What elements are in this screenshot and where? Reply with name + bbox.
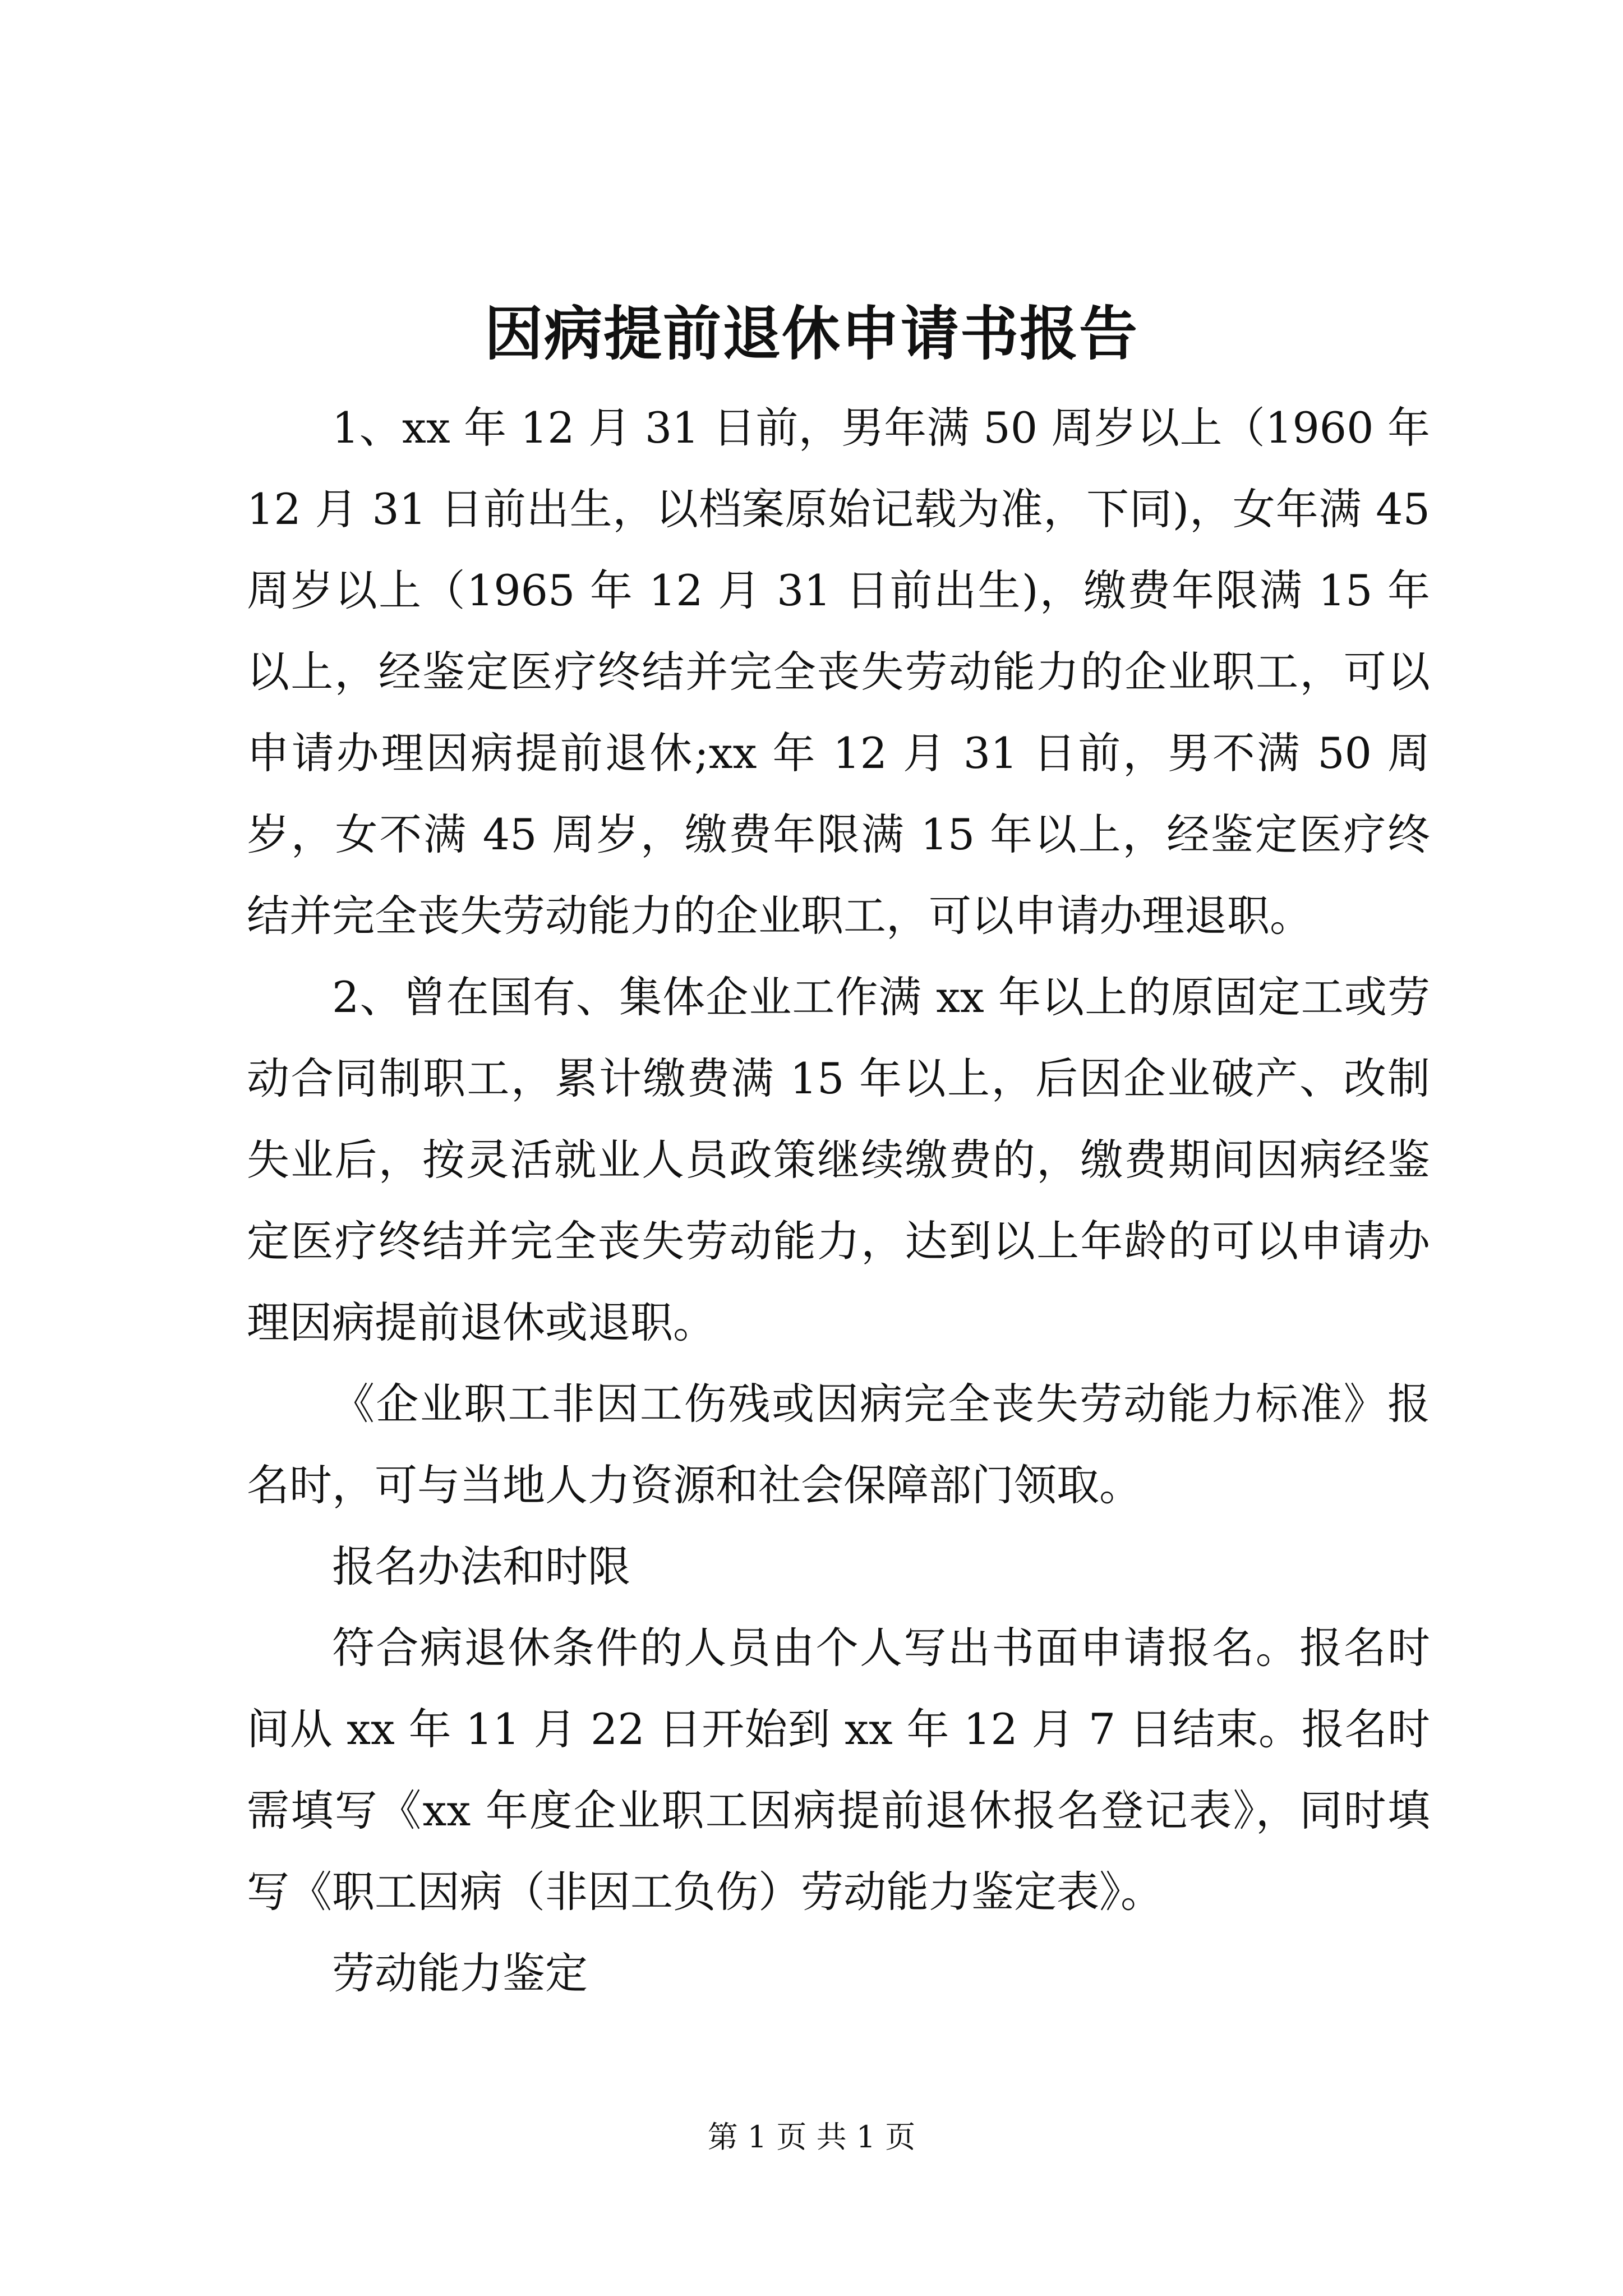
document-body	[247, 387, 1430, 2014]
section-heading-registration: 报名办法和时限	[332, 1542, 630, 1591]
paragraph-registration: 符合病退休条件的人员由个人写出书面申请报名。报名时间从 xx 年 11 月 22 日开始到 xx 年 12 月 7 日结束。报名时需填写《xx 年度企业职工因病提前退休报名登记表》，同时填写《职工因病（非因工负伤）劳动能力鉴定表》。	[247, 1623, 1430, 1917]
document-title: 因病提前退休申请书报告	[484, 299, 1138, 368]
section-heading-assessment: 劳动能力鉴定	[332, 1948, 588, 1998]
paragraph-2: 2、曾在国有、集体企业工作满 xx 年以上的原固定工或劳动合同制职工，累计缴费满 15 年以上，后因企业破产、改制失业后，按灵活就业人员政策继续缴费的，缴费期间因病经鉴定医疗终结并完全丧失劳动能力，达到以上年龄的可以申请办理因病提前退休或退职。	[247, 972, 1430, 1347]
page-number-footer: 第 1 页 共 1 页	[707, 2119, 916, 2155]
paragraph-1: 1、xx 年 12 月 31 日前，男年满 50 周岁以上（1960 年 12 月 31 日前出生，以档案原始记载为准，下同)，女年满 45 周岁以上（1965 年 12 月 31 日前出生)，缴费年限满 15 年以上，经鉴定医疗终结并完全丧失劳动能力的企业职工，可以申请办理因病提前退休;xx 年 12 月 31 日前，男不满 50 周岁，女不满 45 周岁，缴费年限满 15 年以上，经鉴定医疗终结并完全丧失劳动能力的企业职工，可以申请办理退职。	[247, 403, 1430, 941]
paragraph-3: 《企业职工非因工伤残或因病完全丧失劳动能力标准》报名时，可与当地人力资源和社会保障部门领取。	[247, 1379, 1430, 1510]
